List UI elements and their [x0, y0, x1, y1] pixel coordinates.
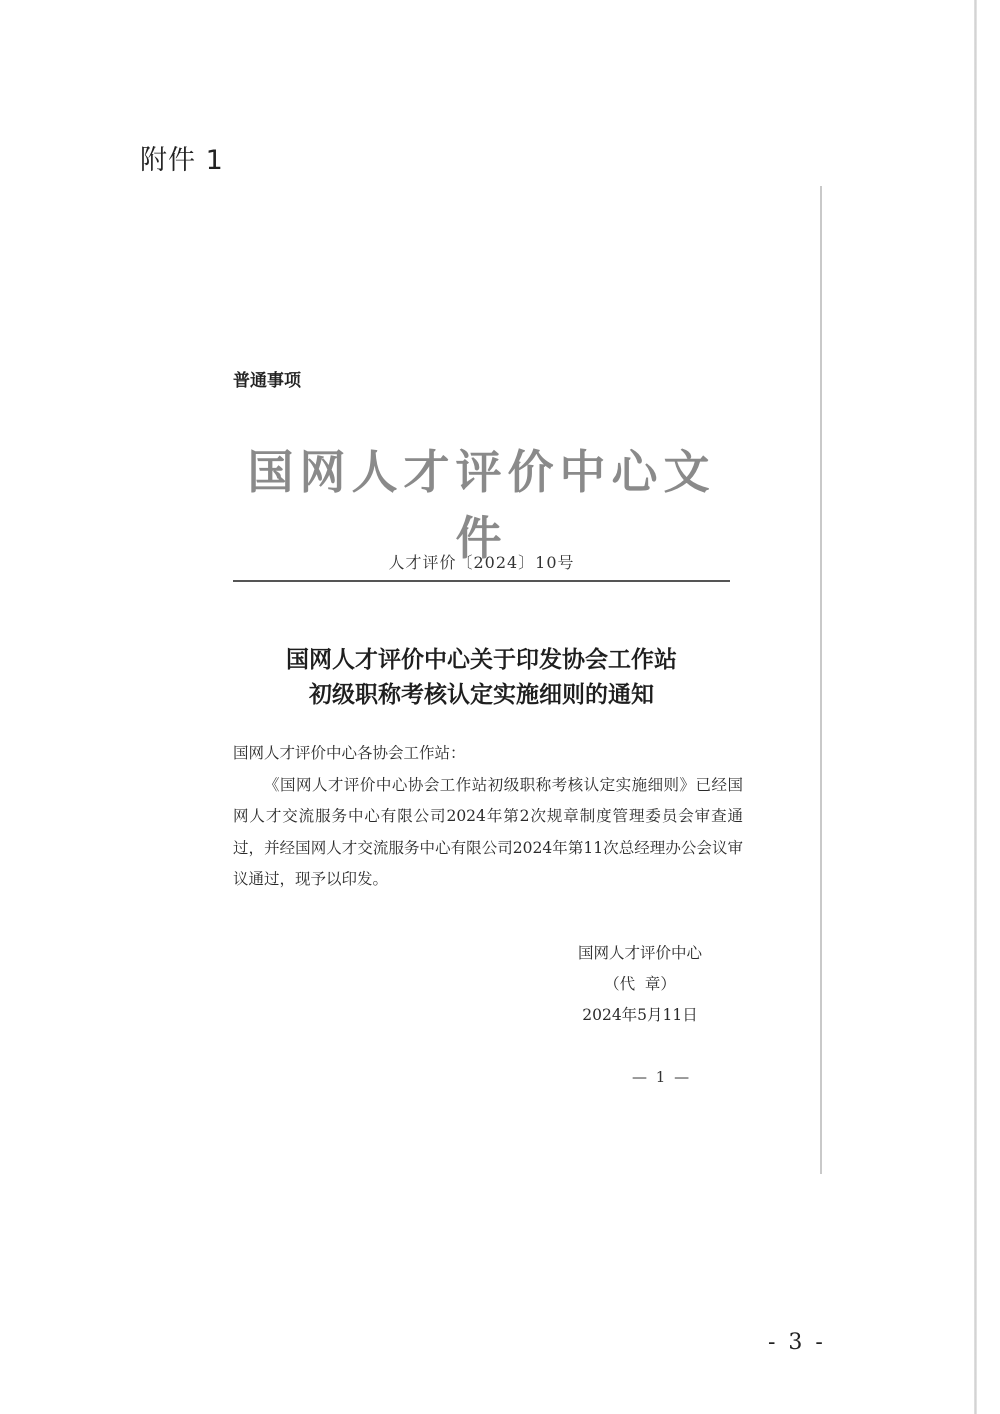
body-paragraph: 《国网人才评价中心协会工作站初级职称考核认定实施细则》已经国网人才交流服务中心有限公司2024年第2次规章制度管理委员会审查通过，并经国网人才交流服务中心有限公司2024年第11次总经理办公会议审议通过，现予以印发。: [233, 775, 743, 888]
header-rule: [233, 580, 730, 582]
signature-org: 国网人才评价中心: [577, 944, 702, 962]
inner-page-number: — 1 —: [632, 1068, 692, 1086]
document-masthead: 国网人才评价中心文件: [247, 445, 716, 565]
document-title: [233, 642, 730, 712]
document-number: 人才评价〔2024〕10号: [388, 553, 575, 572]
inner-page-edge: [820, 186, 822, 1174]
attachment-label: 附件 1: [140, 145, 224, 176]
salutation: 国网人才评价中心各协会工作站：: [233, 744, 466, 762]
document-body: [233, 738, 743, 896]
scan-edge: [974, 0, 977, 1414]
signature-date: 2024年5月11日: [582, 1006, 698, 1024]
category-label: 普通事项: [233, 371, 301, 391]
title-line-1: 国网人才评价中心关于印发协会工作站: [286, 646, 677, 673]
signature-block: [555, 938, 725, 1031]
signature-seal: （代 章）: [604, 975, 676, 993]
outer-page-number: - 3 -: [768, 1330, 826, 1355]
title-line-2: 初级职称考核认定实施细则的通知: [309, 681, 654, 708]
